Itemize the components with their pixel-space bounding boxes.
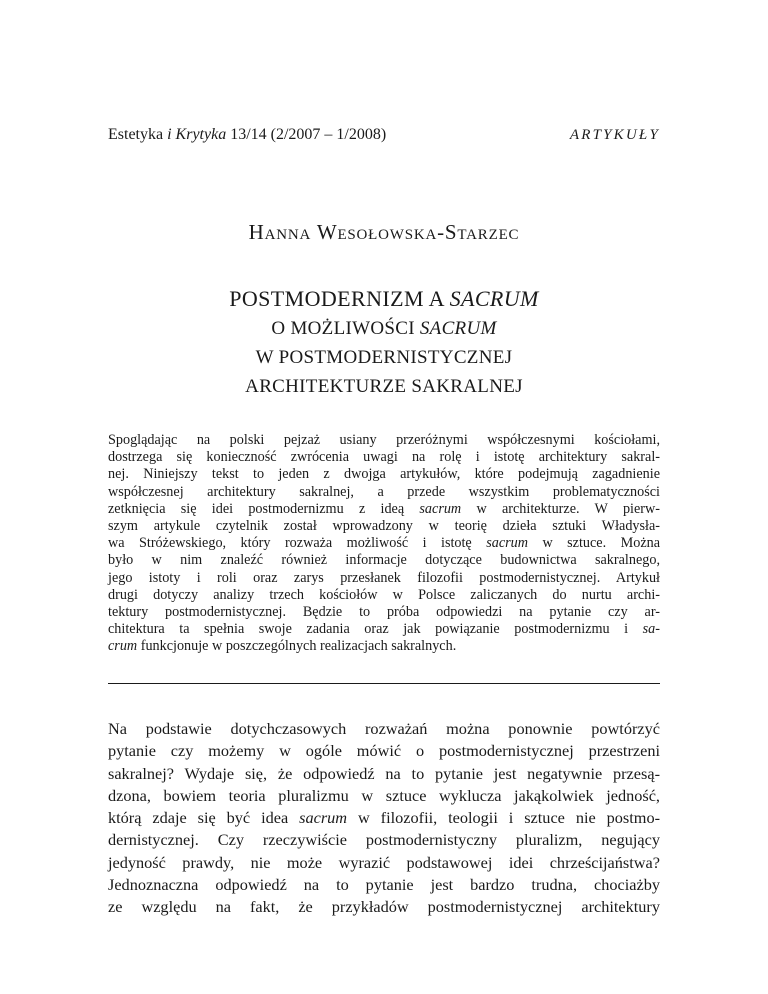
section-divider	[108, 683, 660, 684]
body-line: sakralnej? Wydaje się, że odpowiedź na to pytanie jest negatywnie przesą-	[108, 763, 660, 783]
abstract-line: tektury postmodernistycznej. Będzie to próba odpowiedzi na pytanie czy ar-	[108, 604, 660, 621]
abstract-line: jego istoty i roli oraz zarys przesłanek filozofii postmodernistycznej. Artykuł	[108, 569, 660, 586]
abstract-line: wa Stróżewskiego, który rozważa możliwość i istotę sacrum w sztuce. Można	[108, 535, 661, 552]
running-header	[108, 126, 660, 144]
subtitle-line-2: W POSTMODERNISTYCZNEJ	[255, 347, 513, 368]
abstract-line: współczesnej architektury sakralnej, a przede wszystkim problematyczności	[108, 483, 660, 500]
body-line: ze względu na fakt, że przykładów postmodernistycznej architektury	[108, 897, 660, 917]
abstract-line: drugi dotyczy analizy trzech kościołów w Polsce zaliczanych do nurtu archi-	[108, 586, 660, 603]
abstract-line: nej. Niniejszy tekst to jeden z dwojga artykułów, które podejmują zagadnienie	[108, 466, 660, 483]
body-line: którą zdaje się być idea sacrum w filozofii, teologii i sztuce nie postmo-	[108, 808, 661, 828]
body-line: Na podstawie dotychczasowych rozważań można ponownie powtórzyć	[108, 719, 660, 738]
abstract-line: crum funkcjonuje w poszczególnych realizacjach sakralnych.	[108, 638, 457, 655]
abstract-line: było w nim znaleźć również informacje dotyczące budownictwa sakralnego,	[108, 552, 660, 569]
abstract	[108, 432, 660, 656]
body-line: dzona, bowiem teoria pluralizmu w sztuce wyklucza jakąkolwiek jedność,	[108, 785, 660, 805]
body-line: jedyność prawdy, nie może wyrazić podstawowej idei chrześcijaństwa?	[108, 852, 660, 872]
abstract-line: szym artykule czytelnik został wprowadzony w teorię dzieła sztuki Władysła-	[108, 518, 660, 535]
section-label: ARTYKUŁY	[569, 127, 660, 143]
abstract-line: Spoglądając na polski pejzaż usiany przeróżnymi współczesnymi kościołami,	[108, 432, 660, 448]
title-main: POSTMODERNIZM A SACRUM	[229, 286, 539, 311]
author-name: Hanna Wesołowska-Starzec	[248, 220, 520, 244]
body-line: Jednoznaczna odpowiedź na to pytanie jest bardzo trudna, chociażby	[108, 875, 660, 895]
abstract-line: zetknięcia się idei postmodernizmu z ideą sacrum w architekturze. W pierw-	[108, 500, 660, 517]
subtitle-line-1: O MOŻLIWOŚCI SACRUM	[271, 318, 497, 339]
body-line: dernistycznej. Czy rzeczywiście postmodernistyczny pluralizm, negujący	[108, 830, 660, 850]
body-line: pytanie czy możemy w ogóle mówić o postmodernistycznej przestrzeni	[108, 741, 660, 761]
abstract-line: dostrzega się konieczność zwrócenia uwagi na rolę i istotę architektury sakral-	[108, 449, 660, 466]
body-paragraph	[108, 718, 660, 919]
abstract-line: chitektura ta spełnia swoje zadania oraz jak powiązanie postmodernizmu i sa-	[108, 621, 660, 638]
subtitle-line-3: ARCHITEKTURZE SAKRALNEJ	[245, 376, 523, 397]
article-title	[0, 284, 768, 401]
journal-citation: Estetyka i Krytyka 13/14 (2/2007 – 1/2008)	[108, 126, 387, 143]
